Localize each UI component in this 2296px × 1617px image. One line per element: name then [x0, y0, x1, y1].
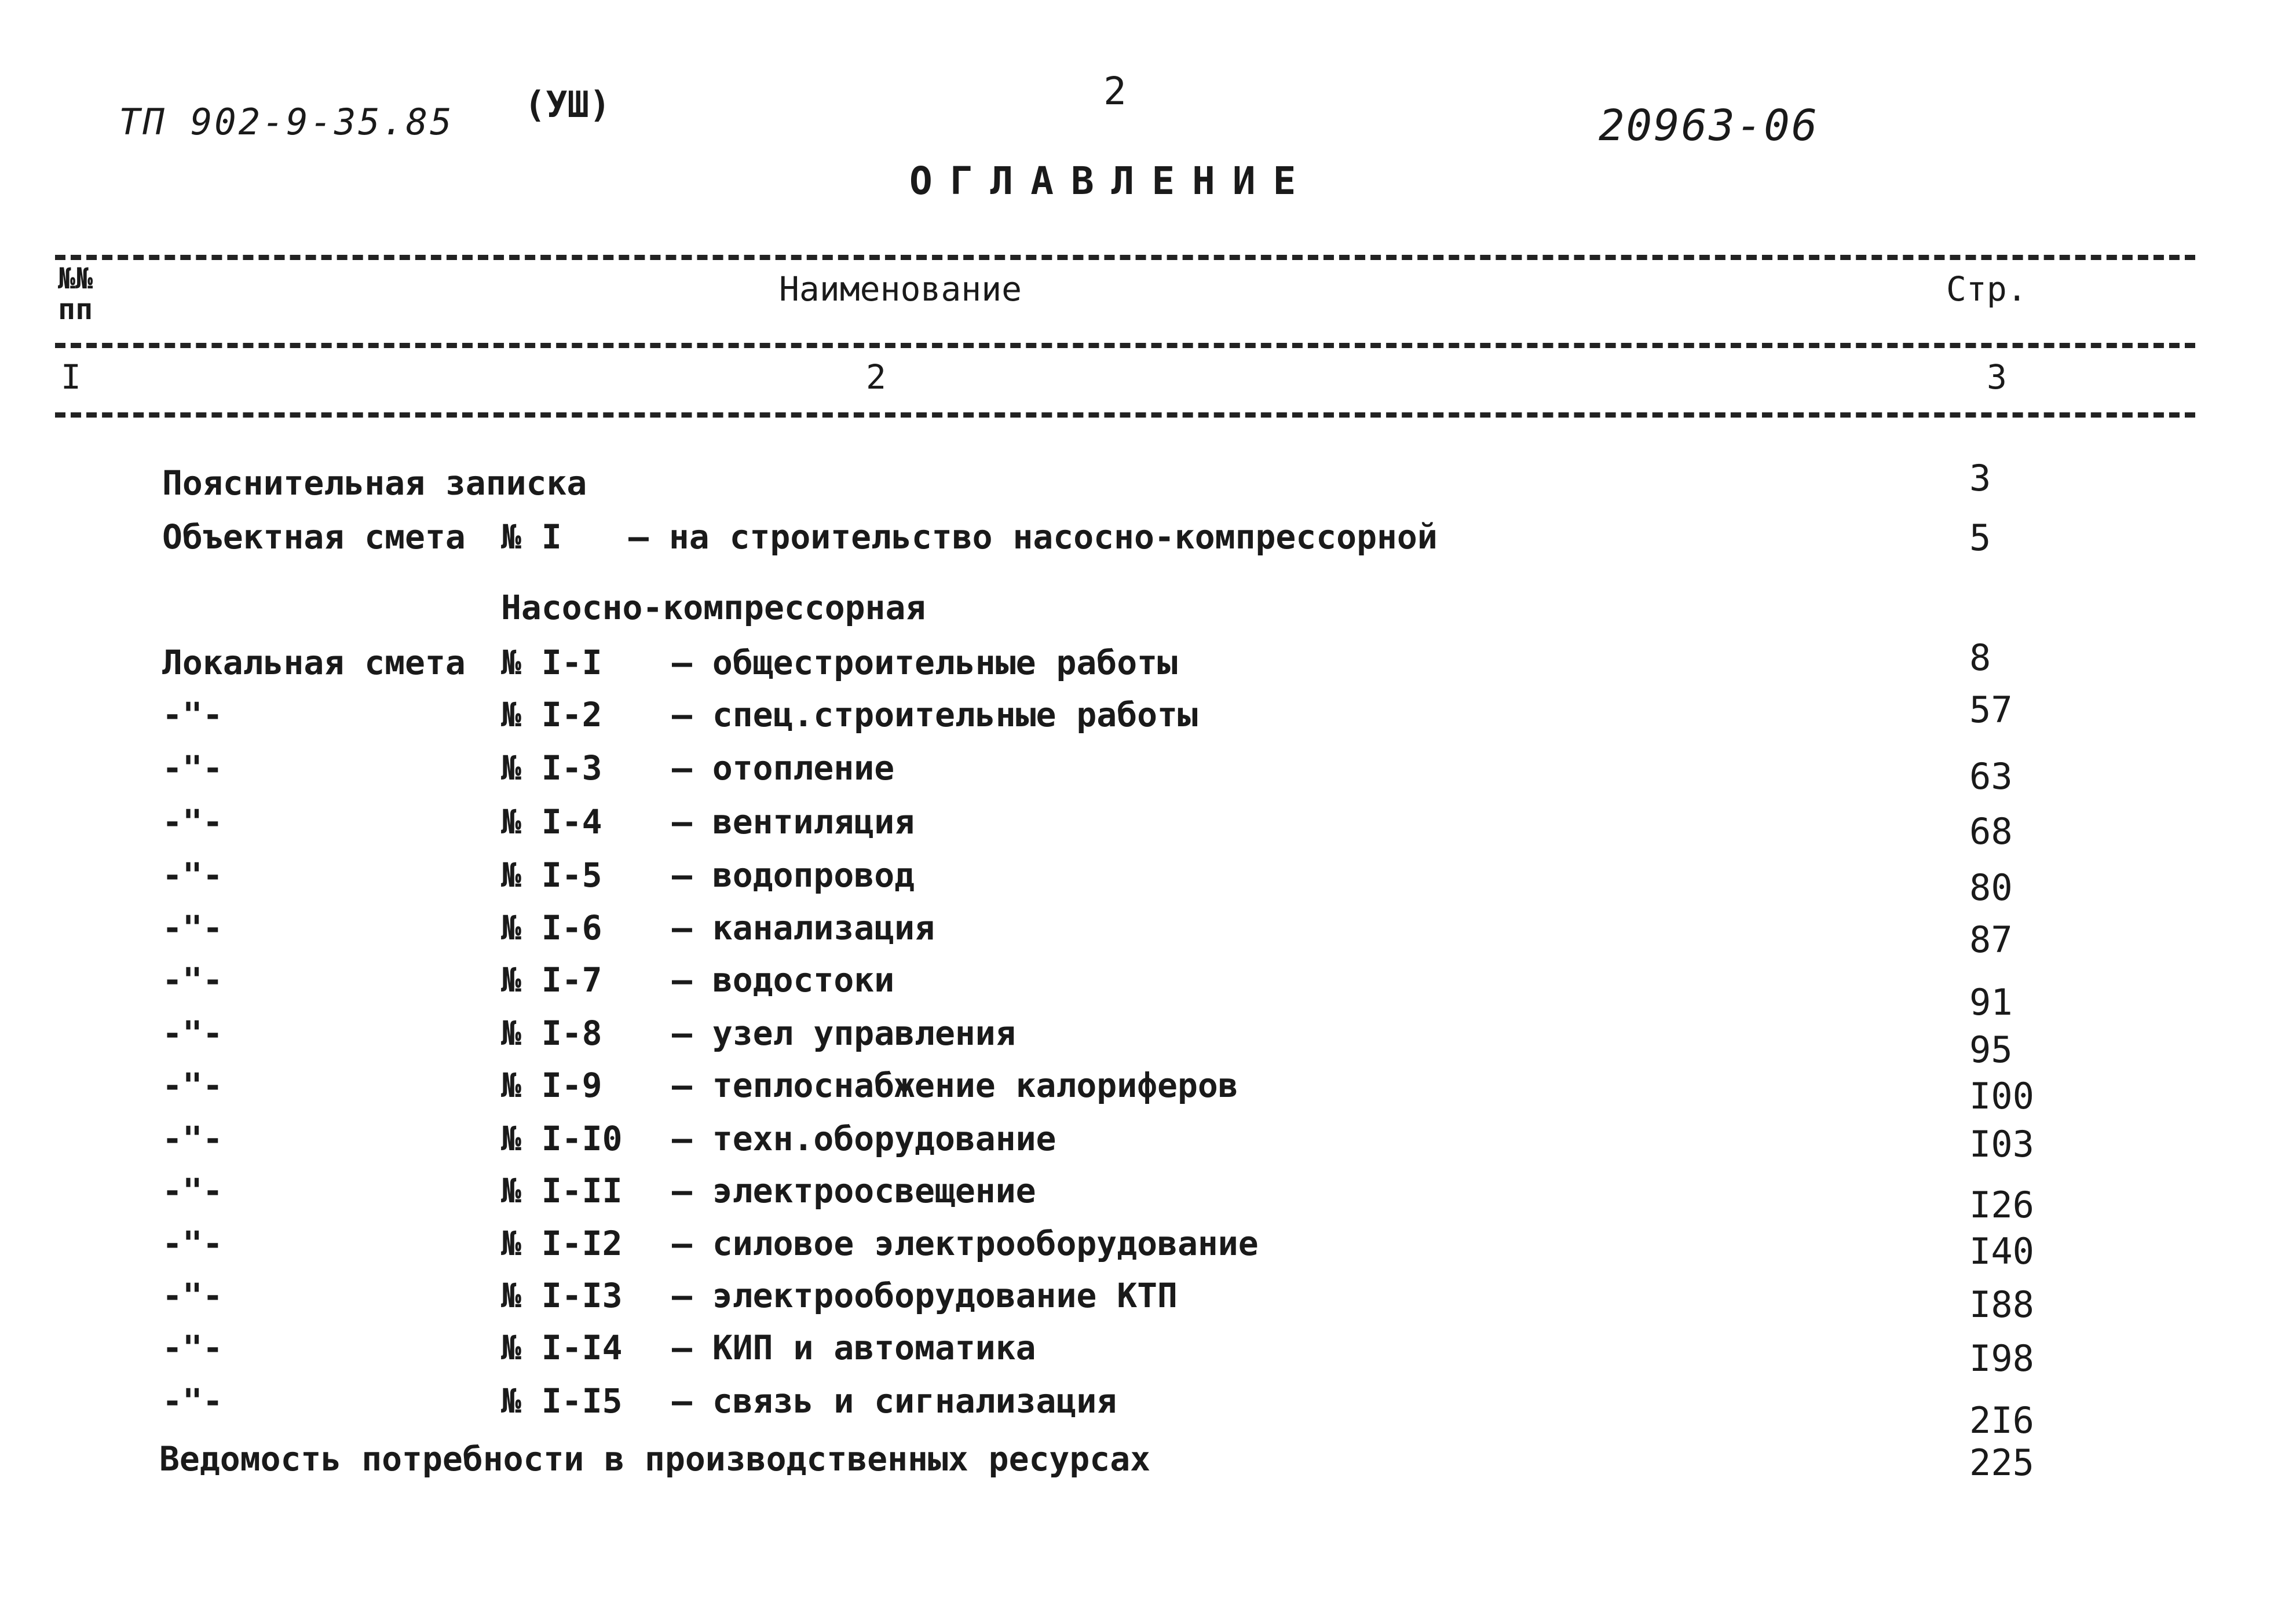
entry-page: 5 — [1969, 517, 1991, 559]
entry-number: № I-2 — [501, 695, 602, 734]
entry-lead: Объектная смета — [162, 517, 466, 557]
entry-ditto: -"- — [162, 802, 223, 842]
entry-number: № I-9 — [501, 1066, 602, 1105]
entry-description: Насосно-компрессорная — [501, 588, 926, 627]
entry-number: № I-II — [501, 1171, 623, 1210]
entry-ditto: -"- — [162, 1066, 223, 1105]
entry-number: № I-7 — [501, 960, 602, 1000]
entry-ditto: -"- — [162, 695, 223, 734]
entry-description: – канализация — [672, 908, 935, 947]
entry-description: – общестроительные работы — [672, 643, 1178, 682]
entry-number: № I-I5 — [501, 1381, 623, 1421]
entry-ditto: -"- — [162, 1014, 223, 1053]
entry-ditto: -"- — [162, 1276, 223, 1315]
entry-ditto: -"- — [162, 960, 223, 1000]
entry-page: I40 — [1969, 1230, 2034, 1272]
column-number-2: 2 — [866, 357, 886, 397]
entry-ditto: -"- — [162, 1119, 223, 1158]
entry-description: – водопровод — [672, 855, 915, 895]
entry-description: – КИП и автоматика — [672, 1328, 1036, 1367]
entry-number: № I-I — [501, 643, 602, 682]
column-number-3: 3 — [1987, 357, 2007, 397]
rule-top — [55, 255, 2195, 260]
entry-ditto: -"- — [162, 748, 223, 788]
entry-lead: Ведомость потребности в производственных ресурсах — [159, 1439, 1151, 1479]
entry-number: № I-8 — [501, 1014, 602, 1053]
entry-number: № I-4 — [501, 802, 602, 842]
entry-ditto: -"- — [162, 1381, 223, 1421]
document-code: ТП 902-9-35.85 — [119, 101, 454, 143]
section-label: (УШ) — [524, 83, 611, 126]
entry-ditto: -"- — [162, 1328, 223, 1367]
entry-page: 57 — [1969, 689, 2013, 731]
entry-number: № I-5 — [501, 855, 602, 895]
entry-ditto: -"- — [162, 855, 223, 895]
entry-lead: Локальная смета — [162, 643, 466, 682]
entry-description: – водостоки — [672, 960, 895, 1000]
entry-description: – силовое электрооборудование — [672, 1224, 1259, 1263]
entry-page: I98 — [1969, 1337, 2034, 1380]
page-title: ОГЛАВЛЕНИЕ — [909, 159, 1314, 203]
entry-lead: Пояснительная записка — [162, 463, 587, 503]
entry-page: I03 — [1969, 1123, 2034, 1165]
entry-number: № I — [501, 517, 562, 557]
entry-description: – спец.строительные работы — [672, 695, 1198, 734]
entry-number: № I-I0 — [501, 1119, 623, 1158]
entry-page: 95 — [1969, 1029, 2013, 1071]
entry-ditto: -"- — [162, 908, 223, 947]
entry-page: I26 — [1969, 1184, 2034, 1226]
entry-description: – электрооборудование КТП — [672, 1276, 1178, 1315]
entry-description: – отопление — [672, 748, 895, 788]
entry-page: 225 — [1969, 1442, 2034, 1484]
column-header-number: №№ пп — [58, 262, 93, 326]
column-header-name: Наименование — [779, 269, 1022, 309]
entry-description: – теплоснабжение калориферов — [672, 1066, 1238, 1105]
entry-page: 80 — [1969, 866, 2013, 909]
entry-page: 68 — [1969, 810, 2013, 853]
entry-page: I88 — [1969, 1283, 2034, 1326]
entry-number: № I-I3 — [501, 1276, 623, 1315]
column-number-1: I — [61, 357, 81, 397]
entry-number: № I-6 — [501, 908, 602, 947]
entry-page: 63 — [1969, 755, 2013, 797]
entry-page: I00 — [1969, 1075, 2034, 1117]
entry-description: – на строительство насосно-компрессорной — [628, 517, 1438, 557]
entry-page: 2I6 — [1969, 1399, 2034, 1442]
entry-description: – вентиляция — [672, 802, 915, 842]
document-number: 20963-06 — [1599, 101, 1819, 151]
entry-page: 8 — [1969, 636, 1991, 679]
entry-number: № I-I4 — [501, 1328, 623, 1367]
entry-ditto: -"- — [162, 1171, 223, 1210]
entry-description: – узел управления — [672, 1014, 1016, 1053]
entry-ditto: -"- — [162, 1224, 223, 1263]
column-header-page: Стр. — [1946, 269, 2027, 309]
entry-page: 3 — [1969, 457, 1991, 499]
entry-number: № I-3 — [501, 748, 602, 788]
entry-number: № I-I2 — [501, 1224, 623, 1263]
rule-bottom — [55, 412, 2195, 418]
rule-middle — [55, 343, 2195, 348]
entry-description: – связь и сигнализация — [672, 1381, 1117, 1421]
entry-page: 91 — [1969, 981, 2013, 1023]
entry-description: – электроосвещение — [672, 1171, 1036, 1210]
entry-page: 87 — [1969, 919, 2013, 961]
page-number: 2 — [1103, 69, 1127, 114]
entry-description: – техн.оборудование — [672, 1119, 1056, 1158]
